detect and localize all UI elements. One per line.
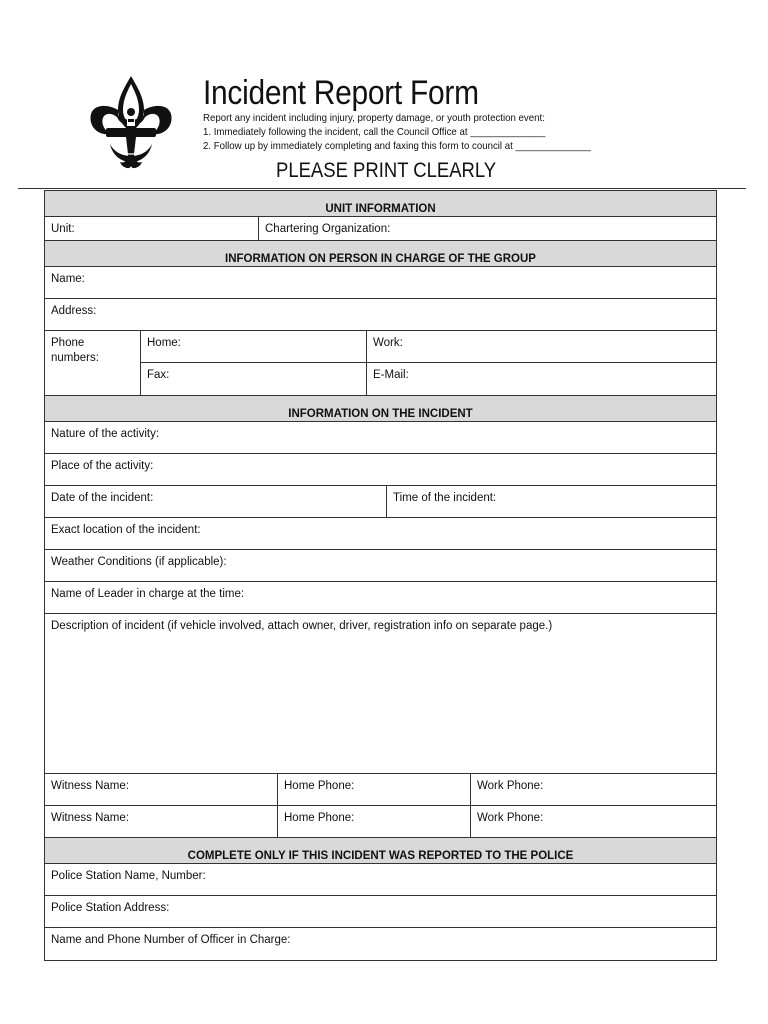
phone-numbers-label: Phone numbers:: [45, 331, 141, 395]
instruction-line: Report any incident including injury, property damage, or youth protection event:: [203, 112, 545, 124]
date-label: Date of the incident:: [51, 492, 154, 504]
time-field[interactable]: [387, 486, 716, 517]
name-row: [45, 267, 716, 299]
section-header-unit: [45, 191, 716, 217]
address-label: Address:: [51, 305, 97, 317]
description-row: [45, 614, 716, 774]
police-address-row: [45, 896, 716, 928]
location-row: [45, 518, 716, 550]
time-label: Time of the incident:: [393, 492, 497, 504]
unit-row: [45, 217, 716, 241]
weather-field[interactable]: [45, 550, 716, 581]
instruction-line: 1. Immediately following the incident, call the Council Office at ______________: [203, 126, 546, 138]
witness-home-label: Home Phone:: [284, 780, 355, 792]
home-label: Home:: [147, 337, 181, 349]
witness-home-label: Home Phone:: [284, 812, 355, 824]
unit-label: Unit:: [51, 223, 75, 235]
section-heading: UNIT INFORMATION: [45, 191, 716, 216]
witness-name-label: Witness Name:: [51, 780, 129, 792]
fax-field[interactable]: [141, 363, 367, 395]
witness-row: [45, 806, 716, 838]
place-row: [45, 454, 716, 486]
officer-field[interactable]: [45, 928, 716, 960]
description-field[interactable]: [45, 614, 716, 773]
phone-row: [141, 331, 716, 363]
leader-label: Name of Leader in charge at the time:: [51, 588, 245, 600]
section-header-person: [45, 241, 716, 267]
nature-of-activity-field[interactable]: [45, 422, 716, 453]
exact-location-field[interactable]: [45, 518, 716, 549]
date-field[interactable]: [45, 486, 387, 517]
instructions: [203, 111, 591, 153]
weather-row: [45, 550, 716, 582]
place-of-activity-field[interactable]: [45, 454, 716, 485]
police-station-row: [45, 864, 716, 896]
address-field[interactable]: [45, 299, 716, 330]
witness-home-phone-field[interactable]: [278, 774, 471, 805]
witness-name-label: Witness Name:: [51, 812, 129, 824]
witness-row: [45, 774, 716, 806]
officer-label: Name and Phone Number of Officer in Charge:: [51, 934, 291, 946]
witness-work-phone-field[interactable]: [471, 806, 716, 837]
fleur-de-lis-logo-icon: [88, 74, 174, 170]
police-station-label: Police Station Name, Number:: [51, 870, 206, 882]
nature-label: Nature of the activity:: [51, 428, 160, 440]
work-label: Work:: [373, 337, 403, 349]
witness-name-field[interactable]: [45, 774, 278, 805]
phone-row: [141, 363, 716, 395]
phone-grid: [141, 331, 716, 395]
nature-row: [45, 422, 716, 454]
witness-name-field[interactable]: [45, 806, 278, 837]
email-field[interactable]: [367, 363, 716, 395]
work-phone-field[interactable]: [367, 331, 716, 362]
chartering-org-field[interactable]: [259, 217, 716, 240]
leader-row: [45, 582, 716, 614]
phone-numbers-block: [45, 331, 716, 396]
location-label: Exact location of the incident:: [51, 524, 201, 536]
date-time-row: [45, 486, 716, 518]
address-row: [45, 299, 716, 331]
witness-home-phone-field[interactable]: [278, 806, 471, 837]
fax-label: Fax:: [147, 369, 170, 381]
email-label: E-Mail:: [373, 369, 409, 381]
leader-field[interactable]: [45, 582, 716, 613]
description-label: Description of incident (if vehicle involved, attach owner, driver, registration info on separate page.): [51, 620, 553, 632]
witness-work-label: Work Phone:: [477, 780, 544, 792]
incident-form: [44, 190, 717, 961]
officer-row: [45, 928, 716, 960]
name-field[interactable]: [45, 267, 716, 298]
home-phone-field[interactable]: [141, 331, 367, 362]
witness-work-label: Work Phone:: [477, 812, 544, 824]
section-header-incident: [45, 396, 716, 422]
section-header-police: [45, 838, 716, 864]
section-heading: INFORMATION ON PERSON IN CHARGE OF THE GROUP: [45, 241, 716, 266]
police-address-field[interactable]: [45, 896, 716, 927]
print-clearly-notice: PLEASE PRINT CLEARLY: [276, 159, 497, 182]
police-address-label: Police Station Address:: [51, 902, 170, 914]
section-heading: INFORMATION ON THE INCIDENT: [45, 396, 716, 421]
instruction-line: 2. Follow up by immediately completing and faxing this form to council at ______________: [203, 140, 591, 152]
unit-field[interactable]: [45, 217, 259, 240]
form-title: Incident Report Form: [203, 74, 479, 112]
place-label: Place of the activity:: [51, 460, 154, 472]
weather-label: Weather Conditions (if applicable):: [51, 556, 227, 568]
name-label: Name:: [51, 273, 85, 285]
section-heading: COMPLETE ONLY IF THIS INCIDENT WAS REPORTED TO THE POLICE: [45, 838, 716, 863]
witness-work-phone-field[interactable]: [471, 774, 716, 805]
header-divider: [18, 188, 746, 189]
police-station-field[interactable]: [45, 864, 716, 895]
chartering-org-label: Chartering Organization:: [265, 223, 391, 235]
